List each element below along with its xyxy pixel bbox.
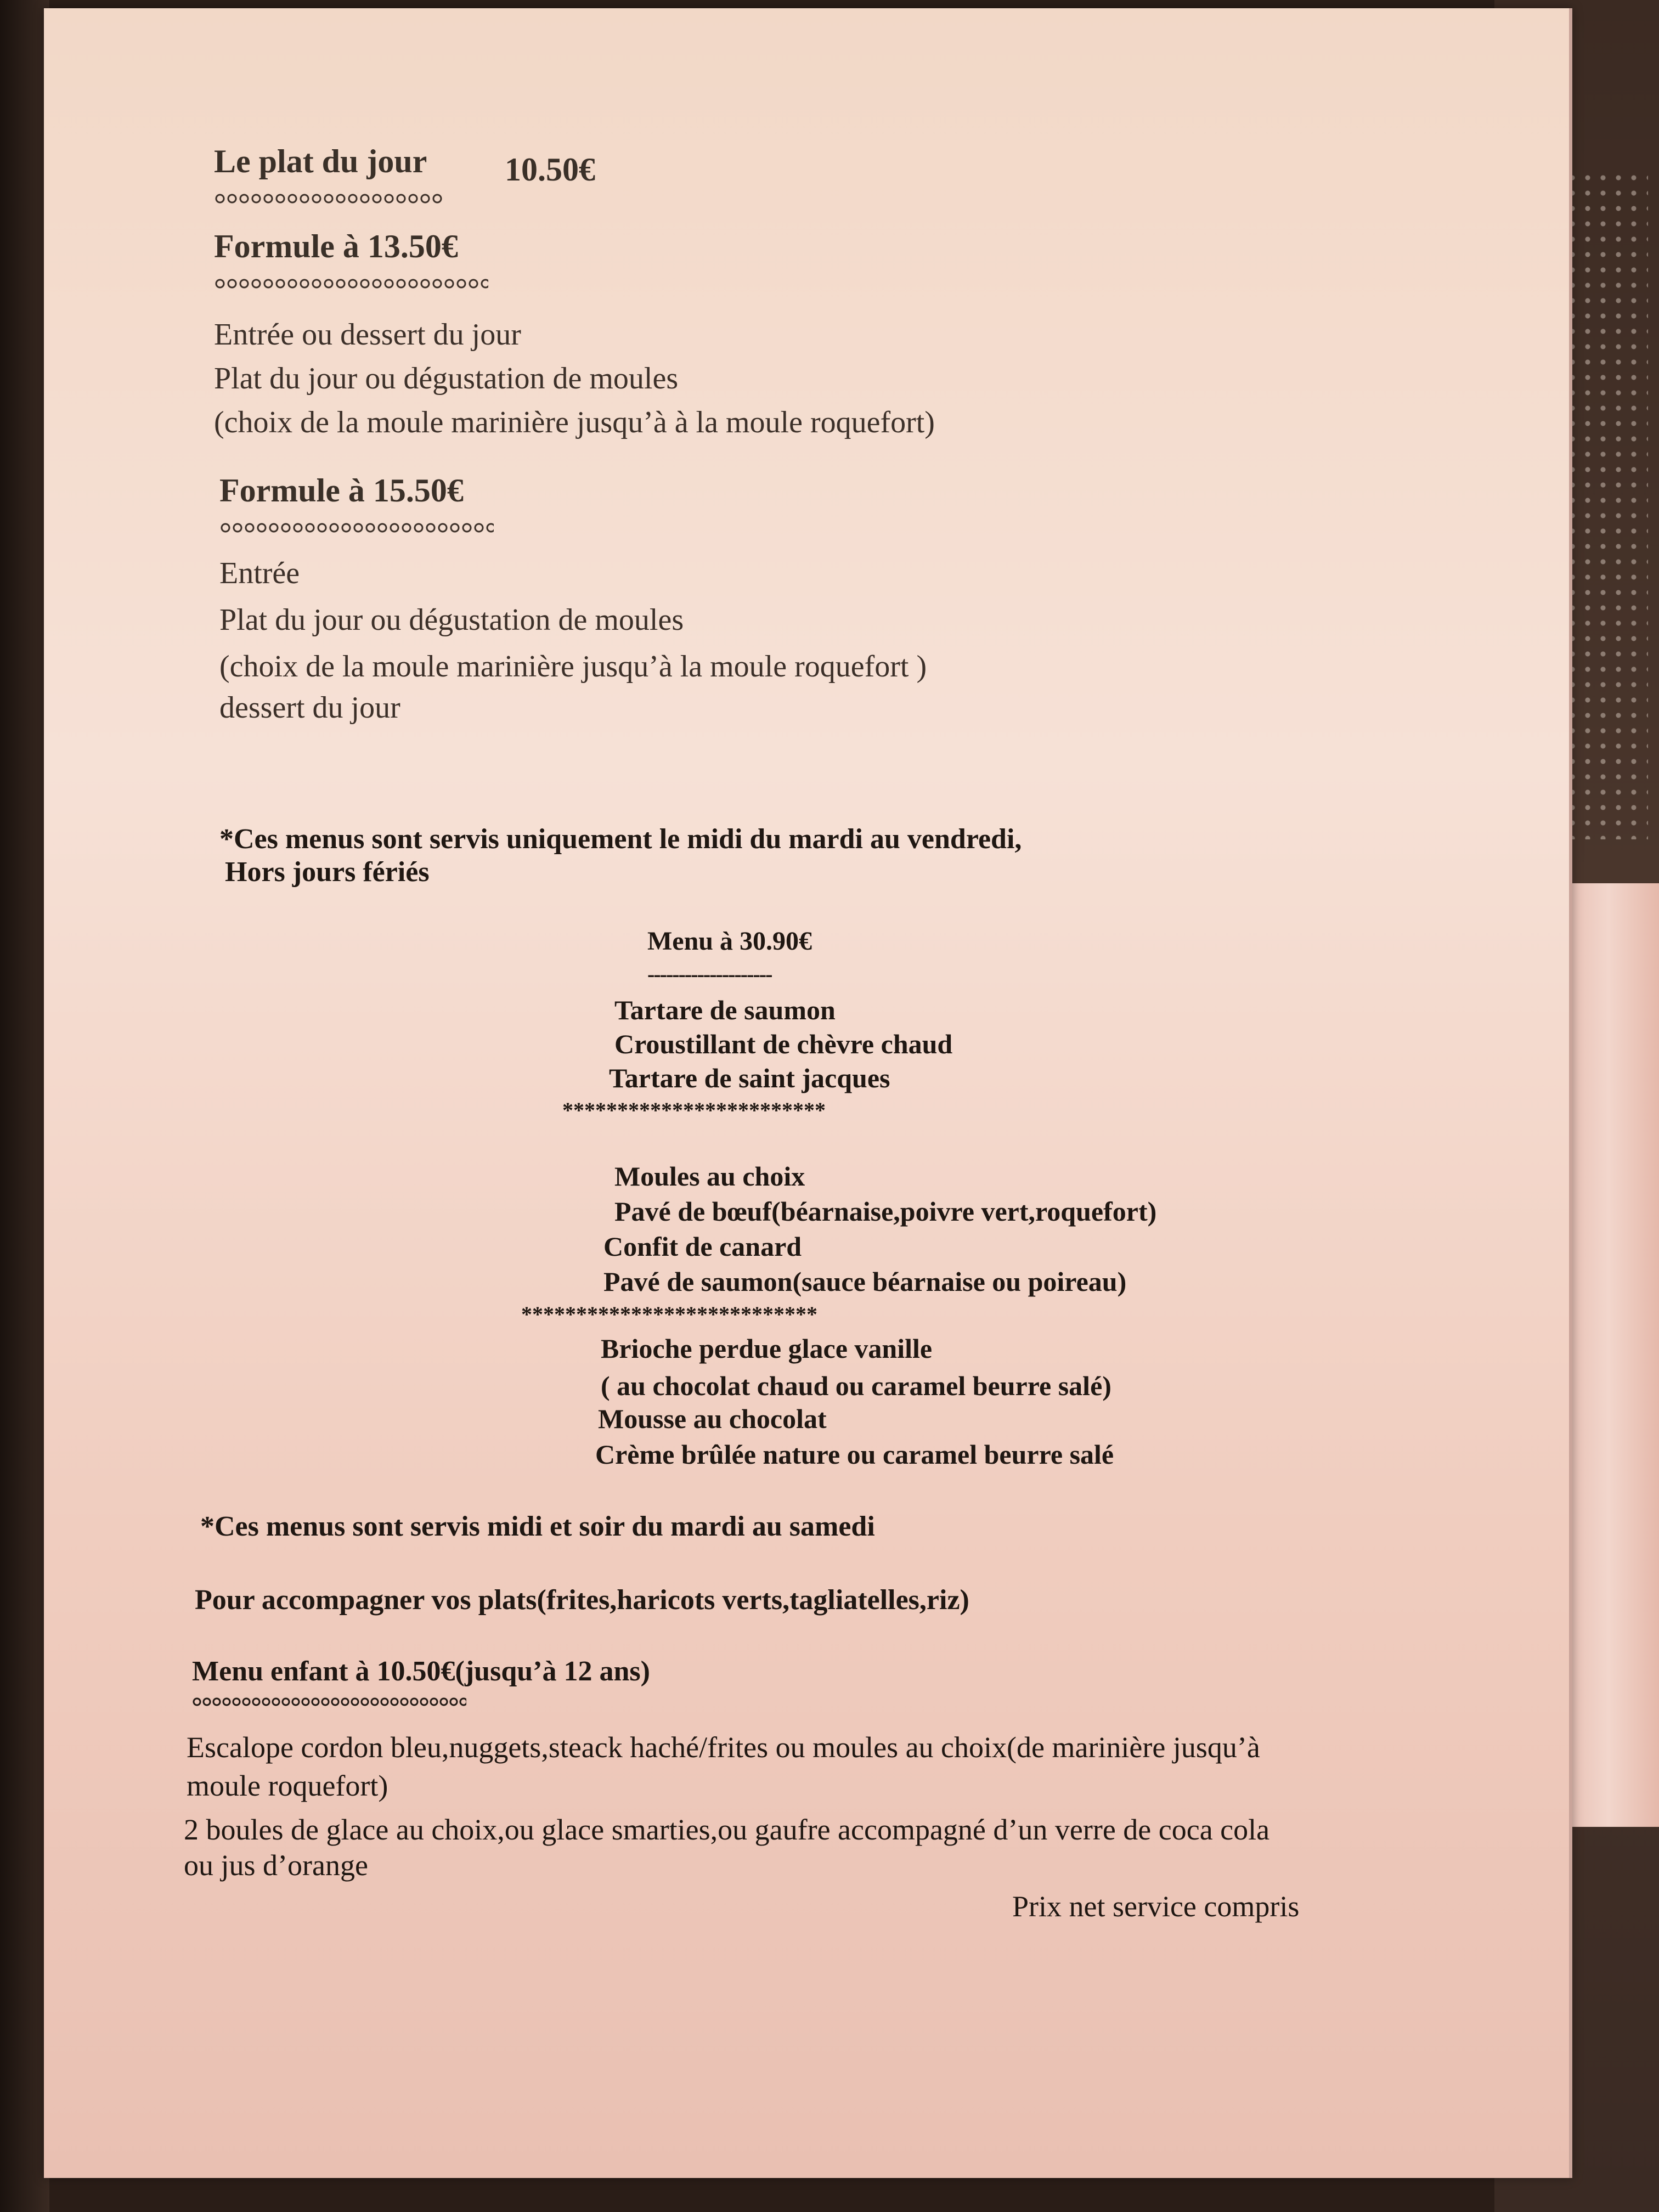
formule-1550-title: Formule à 15.50€ <box>219 472 464 509</box>
formule-1350-title: Formule à 13.50€ <box>214 228 458 264</box>
menu-dessert: ( au chocolat chaud ou caramel beurre salé) <box>601 1370 1111 1401</box>
footer-note: Prix net service compris <box>1012 1890 1300 1923</box>
menu-entree: Tartare de saumon <box>614 995 836 1025</box>
decorative-underline <box>214 192 444 205</box>
decorative-underline <box>214 277 488 290</box>
decorative-underline <box>192 1697 466 1707</box>
formule-1550-line: (choix de la moule marinière jusqu’à la moule roquefort ) <box>219 650 927 684</box>
accompagnement-note: Pour accompagner vos plats(frites,haricots verts,tagliatelles,riz) <box>195 1584 969 1616</box>
note-midi-soir: *Ces menus sont servis midi et soir du mardi au samedi <box>200 1511 875 1542</box>
formule-1550-line: Entrée <box>219 556 300 590</box>
menu-plat: Pavé de saumon(sauce béarnaise ou poireau) <box>603 1266 1127 1297</box>
menu-enfant-line: Escalope cordon bleu,nuggets,steack haché/frites ou moules au choix(de marinière jusqu’à <box>187 1731 1260 1764</box>
menu-enfant-line: ou jus d’orange <box>184 1849 368 1882</box>
menu-sleeve-edge <box>0 0 49 2212</box>
formule-1350-line: Plat du jour ou dégustation de moules <box>214 362 679 396</box>
decorative-underline <box>219 521 494 534</box>
menu-separator: *************************** <box>521 1302 817 1327</box>
menu-entree: Tartare de saint jacques <box>609 1063 890 1093</box>
menu-entree: Croustillant de chèvre chaud <box>614 1029 953 1059</box>
menu-enfant-line: moule roquefort) <box>187 1769 388 1802</box>
menu-3090-underline: -------------------- <box>647 962 772 986</box>
menu-plat: Confit de canard <box>603 1231 802 1262</box>
menu-3090-title: Menu à 30.90€ <box>647 927 812 956</box>
formule-1550-line: dessert du jour <box>219 691 400 725</box>
plat-du-jour-price: 10.50€ <box>505 151 595 188</box>
note-midi-line: *Ces menus sont servis uniquement le midi du mardi au vendredi, <box>219 823 1022 855</box>
menu-plat: Moules au choix <box>614 1161 805 1192</box>
formule-1350-line: Entrée ou dessert du jour <box>214 318 521 352</box>
formule-1350-line: (choix de la moule marinière jusqu’à à la moule roquefort) <box>214 405 935 439</box>
menu-page <box>44 8 1572 2178</box>
note-midi-line: Hors jours fériés <box>225 856 430 888</box>
formule-1550-line: Plat du jour ou dégustation de moules <box>219 603 684 637</box>
menu-dessert: Crème brûlée nature ou caramel beurre salé <box>595 1439 1114 1470</box>
menu-plat: Pavé de bœuf(béarnaise,poivre vert,roquefort) <box>614 1196 1157 1227</box>
menu-dessert: Mousse au chocolat <box>598 1403 827 1434</box>
menu-enfant-line: 2 boules de glace au choix,ou glace smarties,ou gaufre accompagné d’un verre de coca cola <box>184 1813 1270 1846</box>
plat-du-jour-label: Le plat du jour <box>214 143 427 179</box>
menu-enfant-title: Menu enfant à 10.50€(jusqu’à 12 ans) <box>192 1656 650 1687</box>
menu-dessert: Brioche perdue glace vanille <box>601 1333 933 1364</box>
menu-separator: ************************ <box>562 1098 826 1122</box>
